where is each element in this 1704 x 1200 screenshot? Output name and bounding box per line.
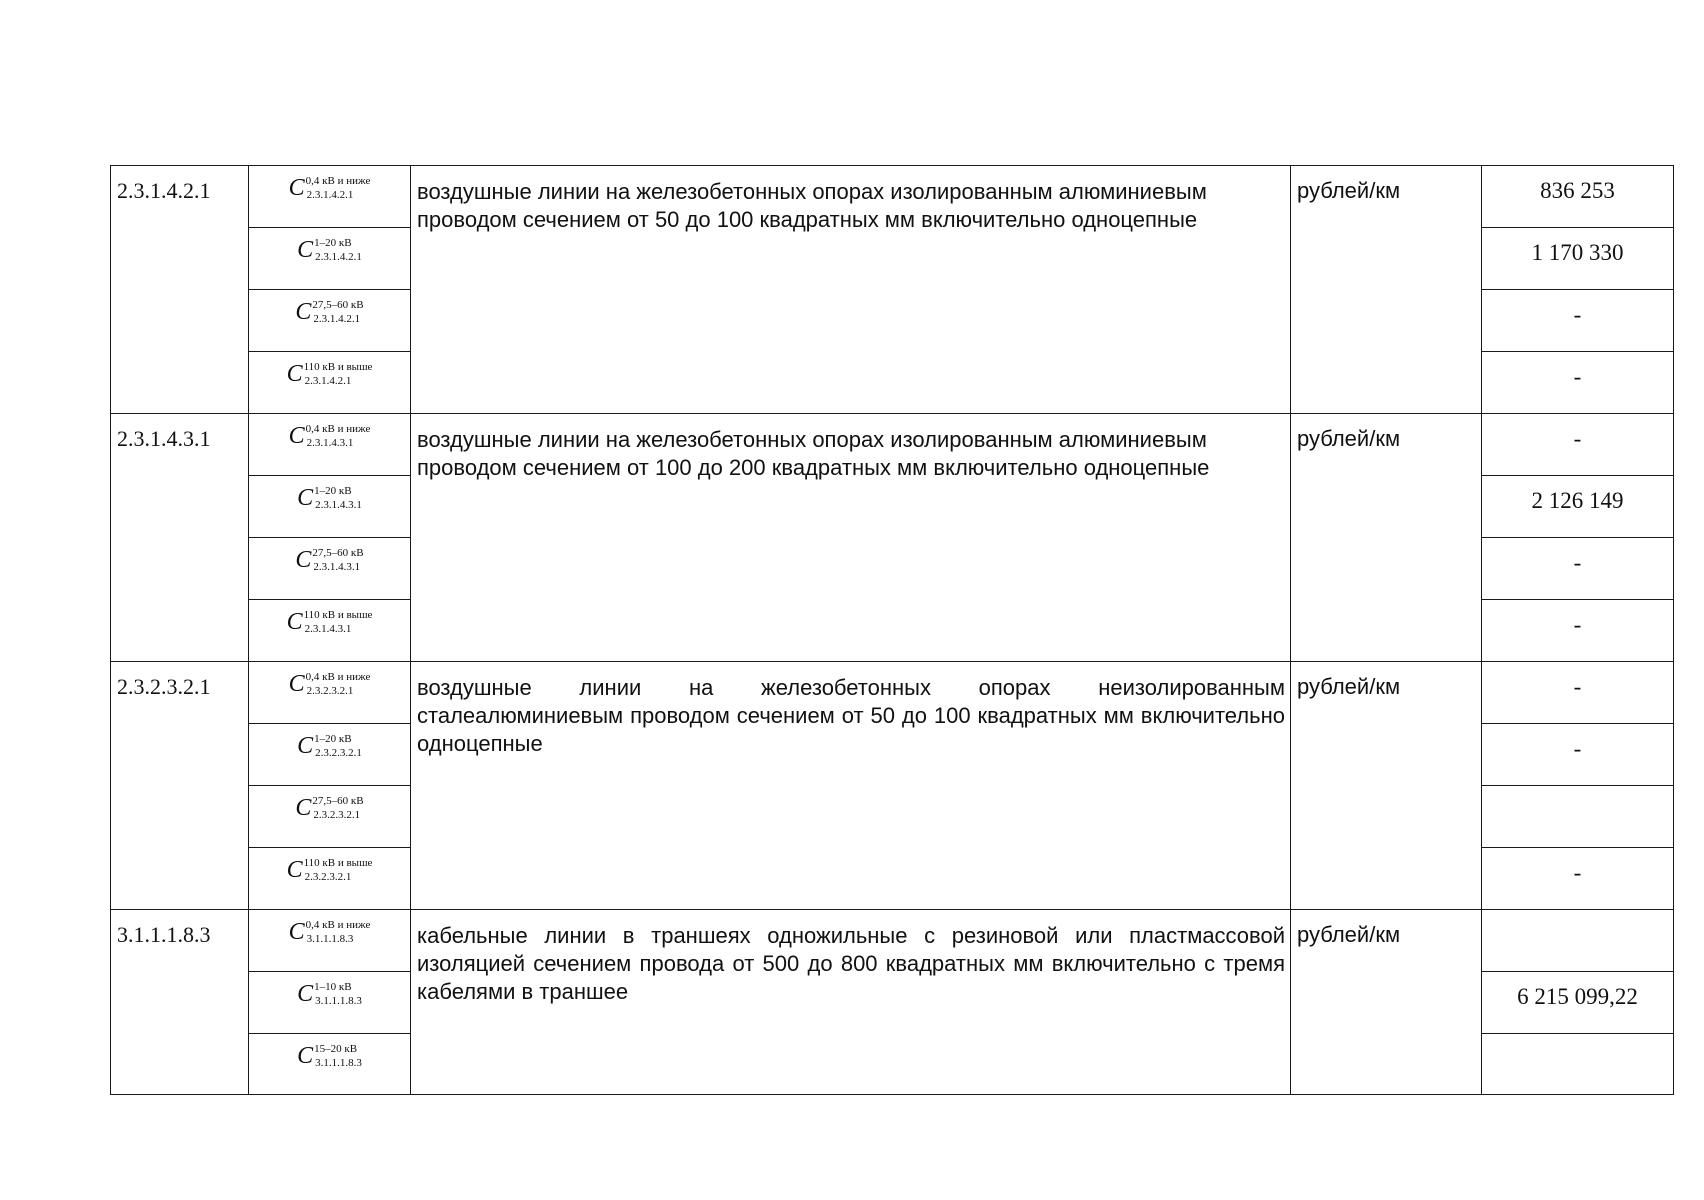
rate-symbol-superscript: 1–20 кВ — [314, 237, 352, 249]
rate-symbol — [249, 848, 410, 884]
rate-value — [1482, 910, 1673, 922]
rate-symbol-cell — [249, 352, 411, 414]
value-cell — [1482, 414, 1674, 476]
rate-symbol-letter: C — [297, 732, 314, 759]
rate-symbol-cell — [249, 290, 411, 352]
row-unit-cell — [1291, 414, 1482, 662]
rate-symbol-cell — [249, 228, 411, 290]
rate-symbol-cell — [249, 538, 411, 600]
rate-symbol-letter: C — [288, 918, 305, 945]
rate-symbol — [249, 414, 410, 450]
rate-value: - — [1573, 550, 1582, 575]
rate-symbol-letter: C — [288, 174, 305, 201]
row-description-cell — [411, 910, 1291, 1095]
rate-symbol — [249, 352, 410, 388]
row-unit: рублей/км — [1297, 178, 1401, 203]
value-cell — [1482, 290, 1674, 352]
rate-value: - — [1573, 674, 1582, 699]
row-description-cell — [411, 414, 1291, 662]
rate-symbol-superscript: 1–20 кВ — [314, 485, 352, 497]
rate-symbol-cell — [249, 600, 411, 662]
rate-symbol — [249, 662, 410, 698]
rate-value: 6 215 099,22 — [1517, 984, 1638, 1009]
rate-symbol-subscript: 2.3.1.4.3.1 — [304, 623, 352, 635]
rate-symbol-subscript: 2.3.1.4.3.1 — [315, 499, 362, 511]
rate-symbol-letter: C — [297, 980, 314, 1007]
row-code-cell — [111, 662, 249, 910]
rate-value: - — [1573, 860, 1582, 885]
rate-symbol-letter: C — [297, 1042, 314, 1069]
table-row — [111, 414, 1674, 476]
row-unit-cell — [1291, 662, 1482, 910]
row-code-cell — [111, 414, 249, 662]
row-unit-cell — [1291, 910, 1482, 1095]
rate-symbol — [249, 228, 410, 264]
rate-value: - — [1573, 736, 1582, 761]
rate-symbol-subscript: 2.3.1.4.3.1 — [306, 437, 354, 449]
table-row — [111, 166, 1674, 228]
rate-symbol-letter: C — [288, 422, 305, 449]
row-code-cell — [111, 166, 249, 414]
rate-symbol-cell — [249, 786, 411, 848]
rate-symbol-superscript: 27,5–60 кВ — [312, 795, 364, 807]
value-cell — [1482, 972, 1674, 1034]
rate-symbol-subscript: 2.3.2.3.2.1 — [315, 747, 362, 759]
rate-symbol-subscript: 2.3.2.3.2.1 — [306, 685, 354, 697]
rate-value: 2 126 149 — [1531, 488, 1624, 513]
rate-symbol-superscript: 110 кВ и выше — [303, 857, 373, 869]
rate-symbol-cell — [249, 848, 411, 910]
rate-symbol-superscript: 0,4 кВ и ниже — [305, 919, 371, 931]
rate-symbol-letter: C — [286, 856, 303, 883]
value-cell — [1482, 910, 1674, 972]
rate-symbol-subscript: 2.3.1.4.3.1 — [313, 561, 361, 573]
row-unit-cell — [1291, 166, 1482, 414]
row-description-cell — [411, 166, 1291, 414]
rate-symbol — [249, 972, 410, 1008]
rate-symbol-subscript: 2.3.1.4.2.1 — [306, 189, 354, 201]
rate-value: - — [1573, 426, 1582, 451]
rate-symbol-superscript: 0,4 кВ и ниже — [305, 175, 371, 187]
rate-symbol — [249, 786, 410, 822]
row-description: воздушные линии на железобетонных опорах изолированным алюминиевым проводом сечением от 50 до 100 квадратных мм включительно одноцепные — [417, 179, 1207, 232]
rate-symbol-subscript: 3.1.1.1.8.3 — [315, 1057, 362, 1069]
value-cell — [1482, 538, 1674, 600]
rate-symbol-cell — [249, 166, 411, 228]
rate-symbol-letter: C — [295, 298, 312, 325]
value-cell — [1482, 1034, 1674, 1095]
rate-symbol — [249, 476, 410, 512]
row-code: 2.3.1.4.2.1 — [117, 178, 211, 203]
rate-value — [1482, 786, 1673, 798]
rate-symbol-cell — [249, 724, 411, 786]
rate-symbol-superscript: 110 кВ и выше — [303, 361, 373, 373]
rate-symbol-superscript: 27,5–60 кВ — [312, 299, 364, 311]
rate-symbol-letter: C — [295, 794, 312, 821]
row-description: воздушные линии на железобетонных опорах неизолированным сталеалюминиевым проводом сечением от 50 до 100 квадратных мм включительно одноцепные — [417, 675, 1285, 756]
row-code: 3.1.1.1.8.3 — [117, 922, 211, 947]
rate-symbol — [249, 1034, 410, 1070]
value-cell — [1482, 848, 1674, 910]
value-cell — [1482, 786, 1674, 848]
rate-value — [1482, 1034, 1673, 1046]
row-description: воздушные линии на железобетонных опорах изолированным алюминиевым проводом сечением от 100 до 200 квадратных мм включительно одноцепные — [417, 427, 1210, 480]
rate-symbol-superscript: 27,5–60 кВ — [312, 547, 364, 559]
rate-symbol-superscript: 0,4 кВ и ниже — [305, 423, 371, 435]
rate-symbol-letter: C — [295, 546, 312, 573]
rate-symbol-letter: C — [286, 360, 303, 387]
value-cell — [1482, 600, 1674, 662]
rate-value: - — [1573, 612, 1582, 637]
value-cell — [1482, 352, 1674, 414]
rate-symbol-cell — [249, 972, 411, 1034]
value-cell — [1482, 662, 1674, 724]
rate-symbol-superscript: 110 кВ и выше — [303, 609, 373, 621]
row-code: 2.3.2.3.2.1 — [117, 674, 211, 699]
rate-symbol-subscript: 3.1.1.1.8.3 — [315, 995, 362, 1007]
tariff-table-body — [111, 166, 1674, 1095]
rate-symbol — [249, 724, 410, 760]
table-row — [111, 662, 1674, 724]
rate-value: - — [1573, 364, 1582, 389]
rate-symbol — [249, 290, 410, 326]
rate-symbol-cell — [249, 1034, 411, 1095]
rate-symbol-cell — [249, 414, 411, 476]
rate-symbol-letter: C — [297, 484, 314, 511]
value-cell — [1482, 166, 1674, 228]
value-cell — [1482, 228, 1674, 290]
rate-symbol-superscript: 1–20 кВ — [314, 733, 352, 745]
row-unit: рублей/км — [1297, 922, 1401, 947]
rate-symbol — [249, 538, 410, 574]
row-description-cell — [411, 662, 1291, 910]
rate-symbol-letter: C — [286, 608, 303, 635]
rate-symbol-subscript: 2.3.1.4.2.1 — [313, 313, 361, 325]
rate-symbol-subscript: 2.3.1.4.2.1 — [315, 251, 362, 263]
row-code: 2.3.1.4.3.1 — [117, 426, 211, 451]
rate-symbol-subscript: 2.3.2.3.2.1 — [304, 871, 352, 883]
rate-symbol-superscript: 0,4 кВ и ниже — [305, 671, 371, 683]
row-unit: рублей/км — [1297, 426, 1401, 451]
rate-value: 836 253 — [1540, 178, 1615, 203]
tariff-table — [110, 165, 1674, 1095]
rate-symbol-subscript: 2.3.2.3.2.1 — [313, 809, 361, 821]
rate-symbol-letter: C — [288, 670, 305, 697]
rate-symbol-cell — [249, 910, 411, 972]
rate-symbol — [249, 600, 410, 636]
rate-symbol-subscript: 2.3.1.4.2.1 — [304, 375, 352, 387]
table-row — [111, 910, 1674, 972]
value-cell — [1482, 724, 1674, 786]
rate-value: 1 170 330 — [1531, 240, 1624, 265]
rate-symbol — [249, 910, 410, 946]
value-cell — [1482, 476, 1674, 538]
row-description: кабельные линии в траншеях одножильные с резиновой или пластмассовой изоляцией сечением провода от 500 до 800 квадратных мм включительно с тремя кабелями в траншее — [417, 923, 1285, 1004]
rate-symbol-superscript: 15–20 кВ — [314, 1043, 358, 1055]
rate-symbol-letter: C — [297, 236, 314, 263]
rate-value: - — [1573, 302, 1582, 327]
rate-symbol-subscript: 3.1.1.1.8.3 — [306, 933, 354, 945]
row-code-cell — [111, 910, 249, 1095]
rate-symbol-cell — [249, 476, 411, 538]
rate-symbol — [249, 166, 410, 202]
rate-symbol-cell — [249, 662, 411, 724]
rate-symbol-superscript: 1–10 кВ — [314, 981, 352, 993]
row-unit: рублей/км — [1297, 674, 1401, 699]
